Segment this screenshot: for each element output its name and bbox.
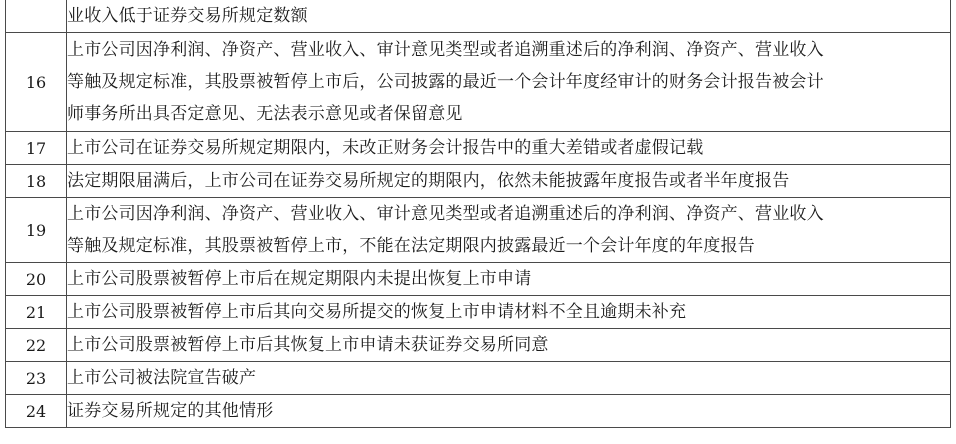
row-text: 业收入低于证券交易所规定数额 xyxy=(67,0,951,33)
table-row xyxy=(6,0,951,33)
table-row xyxy=(6,132,951,165)
row-text: 上市公司因净利润、净资产、营业收入、审计意见类型或者追溯重述后的净利润、净资产、营业收入 等触及规定标准，其股票被暂停上市，不能在法定期限内披露最近一个会计年度的年度报告 xyxy=(67,198,951,263)
row-number: 21 xyxy=(6,296,67,329)
delisting-rules-table xyxy=(5,0,951,428)
table-row xyxy=(6,362,951,395)
row-text: 法定期限届满后，上市公司在证券交易所规定的期限内，依然未能披露年度报告或者半年度报告 xyxy=(67,165,951,198)
table-row xyxy=(6,263,951,296)
table-row xyxy=(6,165,951,198)
row-number: 18 xyxy=(6,165,67,198)
row-text: 上市公司因净利润、净资产、营业收入、审计意见类型或者追溯重述后的净利润、净资产、营业收入 等触及规定标准，其股票被暂停上市后，公司披露的最近一个会计年度经审计的财务会计报告被会计 师事务所出具否定意见、无法表示意见或者保留意见 xyxy=(67,33,951,132)
row-text: 上市公司股票被暂停上市后其恢复上市申请未获证券交易所同意 xyxy=(67,329,951,362)
row-number: 22 xyxy=(6,329,67,362)
row-text: 证券交易所规定的其他情形 xyxy=(67,395,951,428)
table-row xyxy=(6,329,951,362)
row-number xyxy=(6,0,67,33)
row-number: 20 xyxy=(6,263,67,296)
row-text: 上市公司被法院宣告破产 xyxy=(67,362,951,395)
row-number: 16 xyxy=(6,33,67,132)
row-text: 上市公司在证券交易所规定期限内，未改正财务会计报告中的重大差错或者虚假记载 xyxy=(67,132,951,165)
row-number: 19 xyxy=(6,198,67,263)
table-row xyxy=(6,296,951,329)
row-number: 17 xyxy=(6,132,67,165)
table-row xyxy=(6,33,951,132)
table-row xyxy=(6,198,951,263)
row-text: 上市公司股票被暂停上市后其向交易所提交的恢复上市申请材料不全且逾期未补充 xyxy=(67,296,951,329)
row-number: 23 xyxy=(6,362,67,395)
table-row xyxy=(6,395,951,428)
row-number: 24 xyxy=(6,395,67,428)
row-text: 上市公司股票被暂停上市后在规定期限内未提出恢复上市申请 xyxy=(67,263,951,296)
